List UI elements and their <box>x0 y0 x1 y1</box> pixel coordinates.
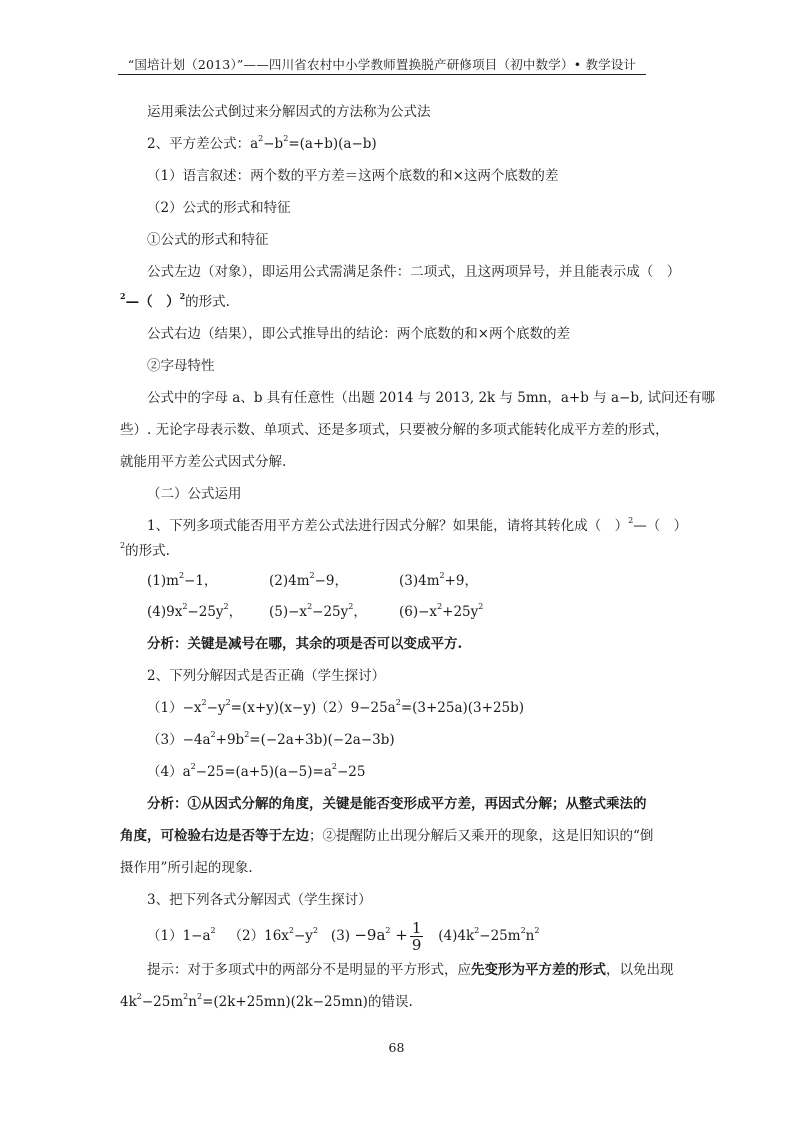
analysis-2-line-3: 摄作用”所引起的现象. <box>120 860 253 876</box>
paragraph-formula-method: 运用乘法公式倒过来分解因式的方法称为公式法 <box>147 104 431 120</box>
running-header: “国培计划（2013）”——四川省农村中小学教师置换脱产研修项目（初中数学）• 教学设计 <box>127 57 637 72</box>
exercise-row-1: $(1)m^2-1$， $(2)4m^2-9$， $(3)4m^2+9$， <box>147 571 479 589</box>
question-2: 2、下列分解因式是否正确（学生探讨） <box>147 668 386 684</box>
hint-line-1: 提示：对于多项式中的两部分不是明显的平方形式，应先变形为平方差的形式，以免出现 <box>147 962 674 978</box>
q2-item-3: $(3)-4a^2+9b^2=(-2a+3b)(-2a-3b)$ <box>147 730 395 748</box>
subheading-form: ①公式的形式和特征 <box>147 232 269 248</box>
letters-paragraph-1: 公式中的字母 a、b 具有任意性（出题 2014 与 2013, 2k 与 5mn，a+b 与 a−b, 试问还有哪 <box>147 390 716 406</box>
analysis-2-line-1: 分析：①从因式分解的角度，关键是能否变形成平方差，再因式分解；从整式乘法的 <box>147 796 647 812</box>
section-heading-application: （二）公式运用 <box>147 486 242 502</box>
question-1-cont: $^2$的形式. <box>120 541 170 559</box>
question-3: 3、把下列各式分解因式（学生探讨） <box>147 892 372 908</box>
letters-paragraph-2: 些）. 无论字母表示数、单项式、还是多项式，只要被分解的多项式能转化成平方差的形式， <box>120 422 669 438</box>
form-features-heading: （2）公式的形式和特征 <box>147 200 291 216</box>
analysis-1: 分析：关键是减号在哪，其余的项是否可以变成平方. <box>147 636 463 652</box>
right-side-paragraph: 公式右边（结果），即公式推导出的结论：两个底数的和×两个底数的差 <box>147 326 571 342</box>
difference-of-squares-heading <box>147 134 377 154</box>
q2-item-4: $(4)a^2-25=(a+5)(a-5)=a^2-25$ <box>147 762 366 780</box>
heading-label: 2、平方差公式： <box>147 136 251 152</box>
analysis-2-line-2: 角度，可检验右边是否等于左边；②提醒防止出现分解后又乘开的现象，这是旧知识的“倒 <box>120 828 654 844</box>
letters-paragraph-3: 就能用平方差公式因式分解. <box>120 454 287 470</box>
exercise-row-2: $(4)9x^2-25y^2$， $(5)-x^2-25y^2$， $(6)-x^2+25y^2$ <box>147 602 484 620</box>
formula: $a^2-b^2=(a+b)(a-b)$ <box>250 134 377 152</box>
hint-line-2: $4k^2-25m^2n^2=(2k+25mn)(2k-25mn)$的错误. <box>120 992 413 1010</box>
verbal-statement: （1）语言叙述：两个数的平方差＝这两个底数的和×这两个底数的差 <box>147 168 559 184</box>
question-1: 1、下列多项式能否用平方差公式法进行因式分解？如果能，请将其转化成（ ）$^2$—（ ） <box>147 516 688 534</box>
header-rule <box>118 74 646 75</box>
left-side-paragraph-cont: $^2$—（ ）$^2$的形式. <box>120 291 230 310</box>
q2-items-1-2: $(1)-x^2-y^2=(x+y)(x-y)(2)9-25a^2=(3+25a)(3+25b)$ <box>147 698 525 716</box>
page-number: 68 <box>388 1040 405 1055</box>
q3-items: $(1)1-a^2$ $(2)16x^2-y^2$ $(3) -9a^2$ + $\frac{1}{9}$ $(4)4k^2-25m^2n^2$ <box>147 919 540 954</box>
subheading-letters: ②字母特性 <box>147 358 215 374</box>
left-side-paragraph: 公式左边（对象），即运用公式需满足条件：二项式，且这两项异号，并且能表示成（ ） <box>147 264 681 280</box>
